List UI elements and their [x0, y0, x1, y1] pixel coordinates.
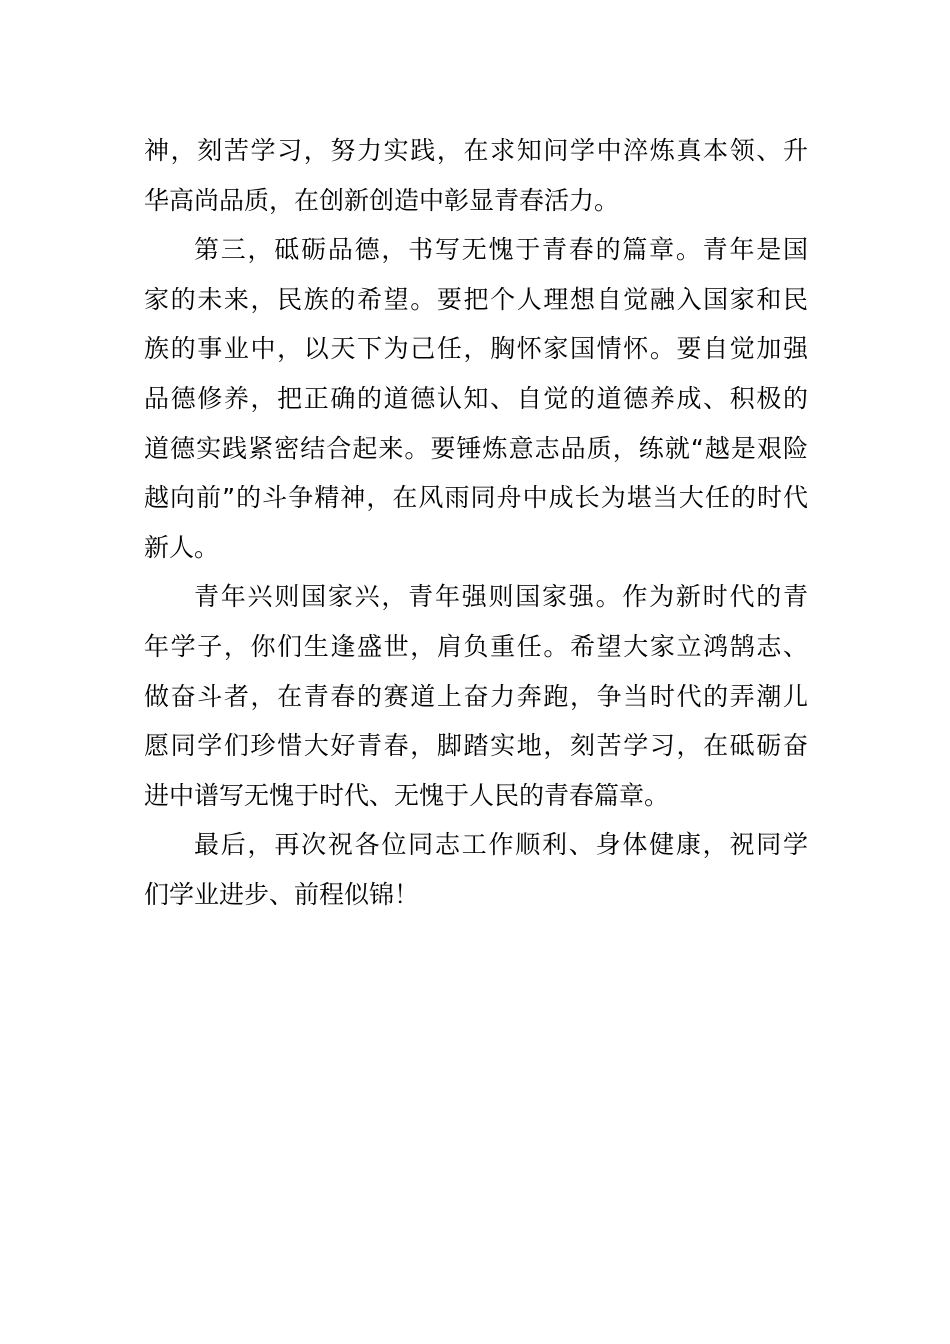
paragraph-3-line-3: 做奋斗者，在青春的赛道上奋力奔跑，争当时代的弄潮儿: [144, 681, 808, 711]
paragraph-2-line-1: 第三，砥砺品德，书写无愧于青春的篇章。青年是国: [194, 235, 808, 265]
paragraph-3-line-1: 青年兴则国家兴，青年强则国家强。作为新时代的青: [194, 582, 808, 612]
paragraph-3-line-4: 愿同学们珍惜大好青春，脚踏实地，刻苦学习，在砥砺奋: [144, 731, 808, 761]
paragraph-1-line-1: 神，刻苦学习，努力实践，在求知问学中淬炼真本领、升: [144, 136, 808, 165]
paragraph-3-line-2: 年学子，你们生逢盛世，肩负重任。希望大家立鸿鹄志、: [144, 631, 808, 661]
paragraph-4-line-1: 最后，再次祝各位同志工作顺利、身体健康，祝同学: [194, 830, 808, 860]
paragraph-4-line-2: 们学业进步、前程似锦！: [144, 879, 420, 909]
body-text: [144, 126, 808, 920]
paragraph-2-line-4: 品德修养，把正确的道德认知、自觉的道德养成、积极的: [144, 383, 808, 413]
paragraph-2-line-2: 家的未来，民族的希望。要把个人理想自觉融入国家和民: [144, 284, 808, 314]
paragraph-2-line-5: 道德实践紧密结合起来。要锤炼意志品质，练就“越是艰险: [144, 433, 808, 463]
paragraph-3-line-5: 进中谱写无愧于时代、无愧于人民的青春篇章。: [144, 780, 670, 810]
paragraph-2-line-7: 新人。: [144, 532, 220, 562]
paragraph-2-line-6: 越向前”的斗争精神，在风雨同舟中成长为堪当大任的时代: [144, 483, 808, 513]
paragraph-1-line-2: 华高尚品质，在创新创造中彰显青春活力。: [144, 185, 620, 215]
paragraph-2-line-3: 族的事业中，以天下为己任，胸怀家国情怀。要自觉加强: [144, 334, 808, 364]
